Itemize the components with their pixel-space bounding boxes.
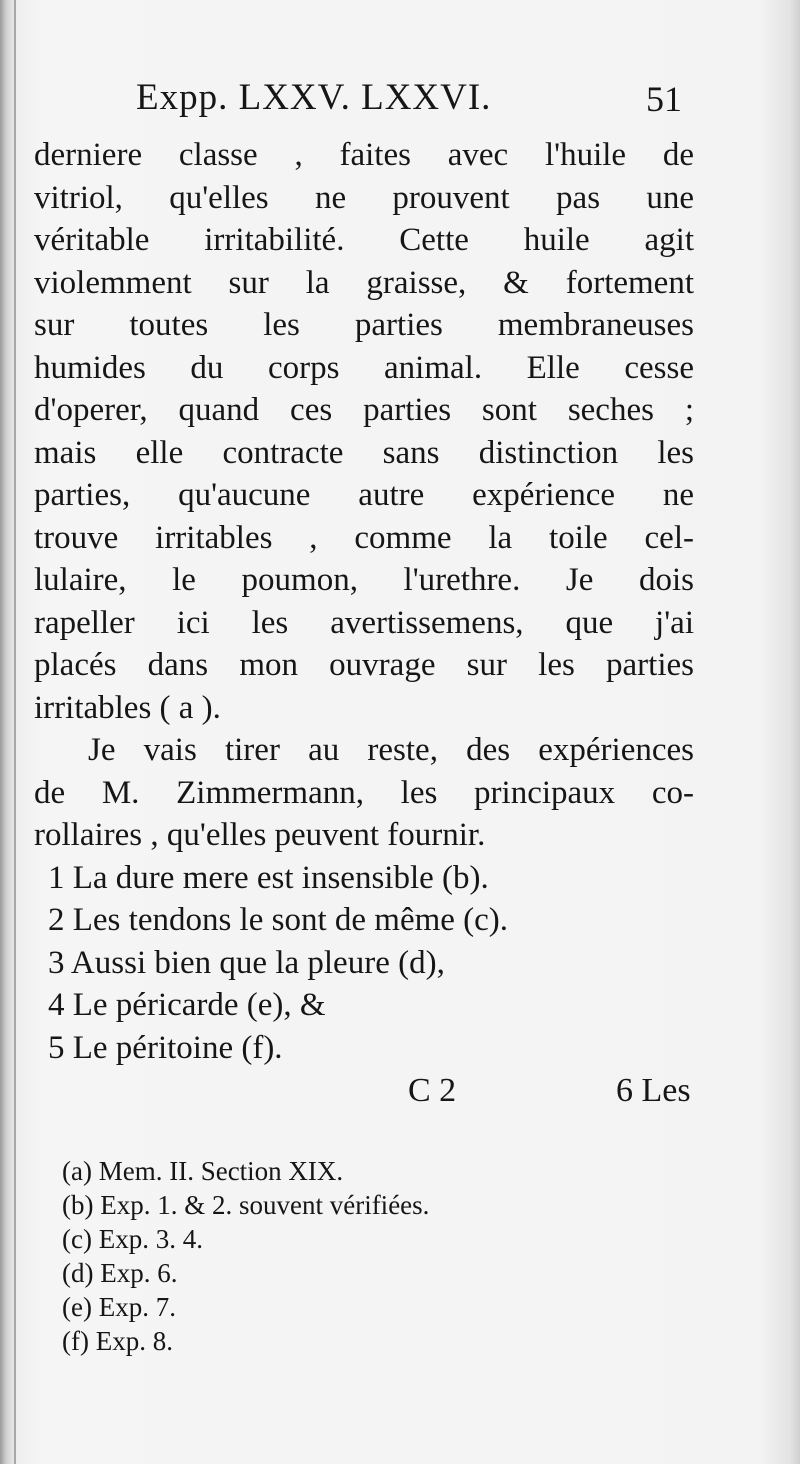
list-item: 5 Le péritoine (f).: [48, 1029, 283, 1066]
footnote: (f) Exp. 8.: [62, 1326, 173, 1356]
body-line: parties, qu'aucune autre expérience ne: [34, 477, 694, 513]
footnote: (d) Exp. 6.: [62, 1258, 178, 1288]
body-text: [34, 134, 694, 1069]
body-line: véritable irritabilité. Cette huile agit: [34, 222, 694, 258]
body-line: placés dans mon ouvrage sur les parties: [34, 647, 694, 683]
footnotes: [62, 1154, 702, 1358]
paragraph2-line: Je vais tirer au reste, des expériences: [88, 732, 694, 768]
catchword: 6 Les: [616, 1072, 691, 1109]
list-item: 1 La dure mere est insensible (b).: [48, 859, 489, 896]
body-line: rapeller ici les avertissemens, que j'ai: [34, 604, 694, 641]
signature-row: [0, 1072, 800, 1118]
body-line: mais elle contracte sans distinction les: [34, 434, 694, 471]
footnote: (e) Exp. 7.: [62, 1292, 176, 1322]
body-line: d'operer, quand ces parties sont seches ;: [34, 392, 694, 428]
page-gutter-edge: [14, 0, 16, 1464]
body-line: trouve irritables , comme la toile cel-: [34, 519, 694, 556]
footnote: (a) Mem. II. Section XIX.: [62, 1156, 344, 1186]
list-item: 4 Le péricarde (e), &: [48, 987, 326, 1023]
body-line: lulaire, le poumon, l'urethre. Je dois: [34, 562, 694, 598]
signature-mark: C 2: [408, 1072, 457, 1109]
list-item: 3 Aussi bien que la pleure (d),: [48, 944, 445, 981]
paragraph2-line: rollaires , qu'elles peuvent fournir.: [34, 817, 486, 853]
body-line: derniere classe , faites avec l'huile de: [34, 137, 694, 173]
footnote: (c) Exp. 3. 4.: [62, 1224, 203, 1254]
body-line: sur toutes les parties membraneuses: [34, 307, 694, 343]
footnote: (b) Exp. 1. & 2. souvent vérifiées.: [62, 1190, 430, 1220]
body-line: vitriol, qu'elles ne prouvent pas une: [34, 179, 694, 216]
running-head-title: Expp. LXXV. LXXVI.: [136, 77, 492, 118]
page-number: 51: [646, 79, 682, 119]
paragraph2-line: de M. Zimmermann, les principaux co-: [34, 774, 694, 811]
list-item: 2 Les tendons le sont de même (c).: [48, 902, 509, 938]
body-line: violemment sur la graisse, & fortement: [34, 264, 694, 301]
running-head: [0, 76, 800, 126]
body-line: humides du corps animal. Elle cesse: [34, 349, 694, 386]
body-line: irritables ( a ).: [34, 689, 221, 726]
